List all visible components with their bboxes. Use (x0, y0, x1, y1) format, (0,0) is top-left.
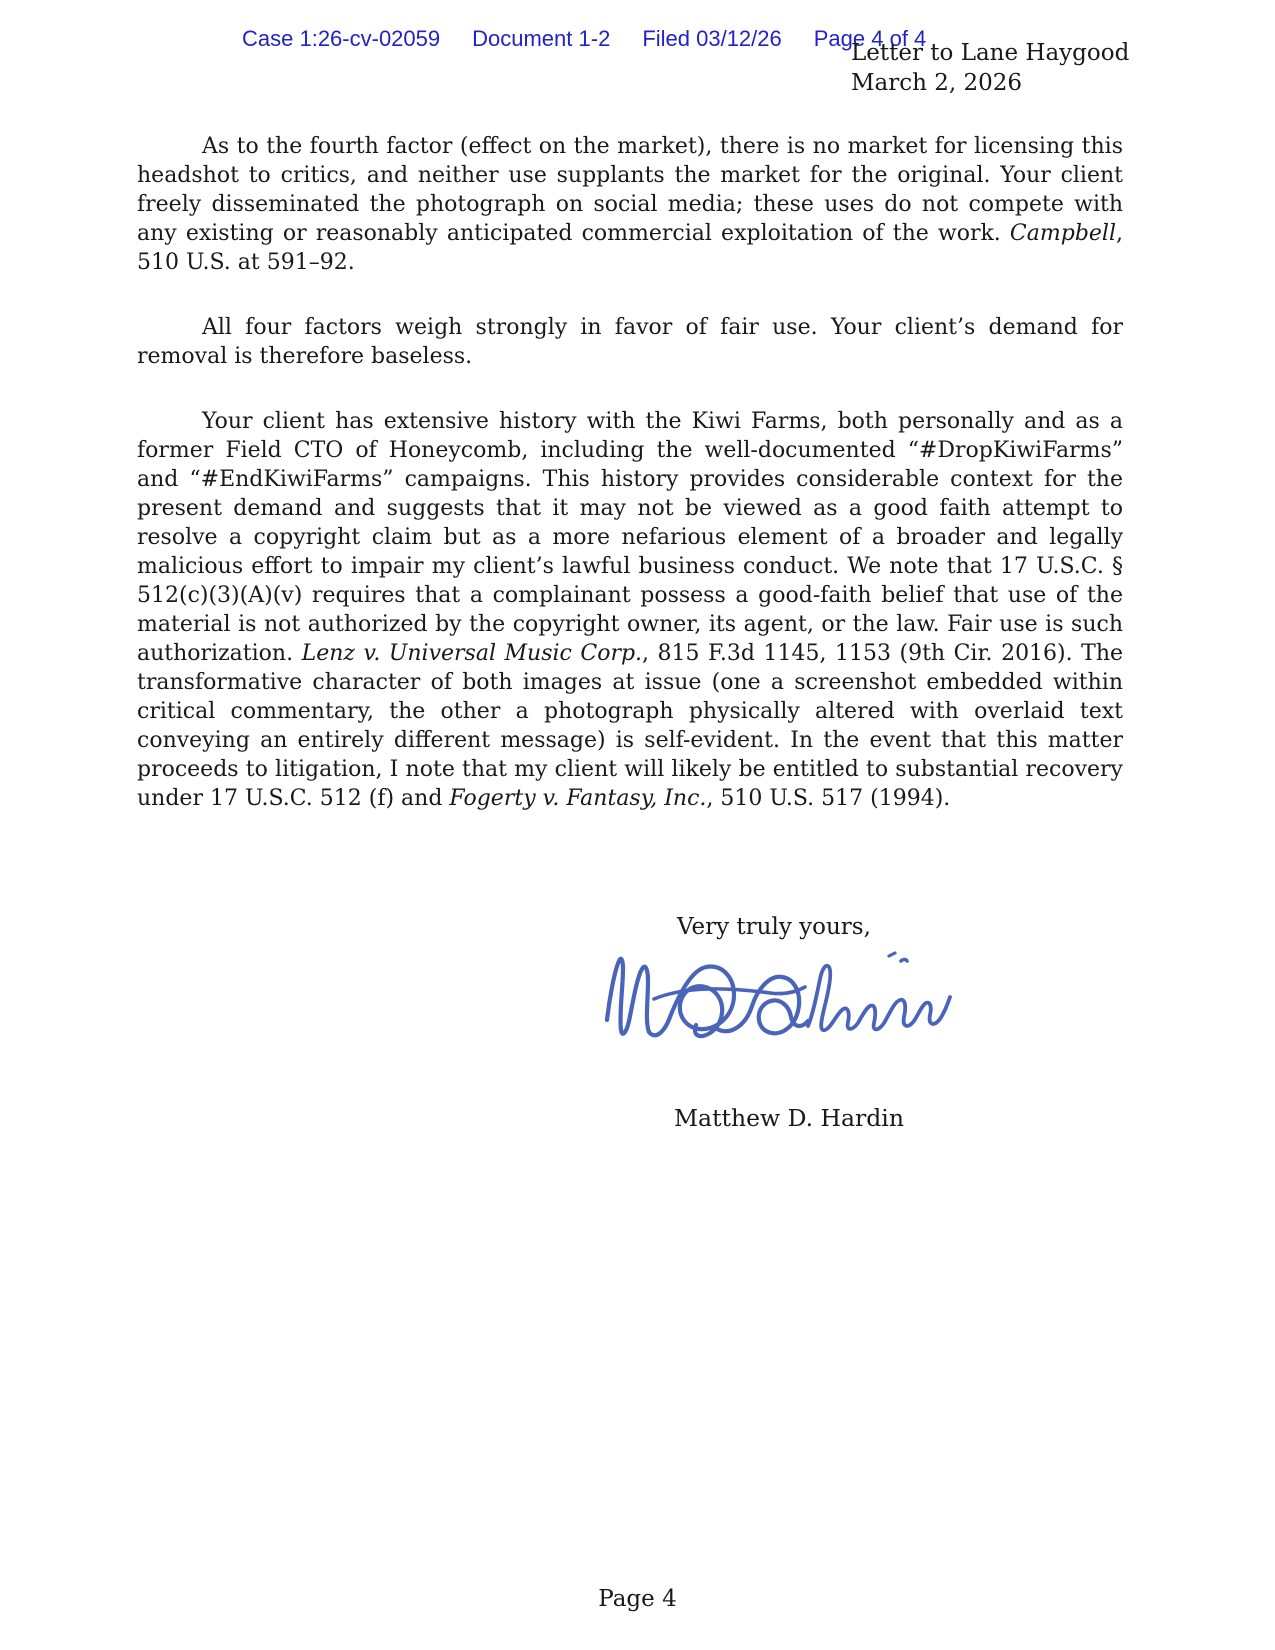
paragraph-text: , 510 U.S. at 591–92. (137, 221, 1123, 275)
letterhead (851, 38, 1129, 98)
signature-image (598, 944, 956, 1056)
paragraph-text: , 510 U.S. 517 (1994). (706, 786, 951, 811)
letter-paragraph (137, 313, 1123, 371)
case-citation: Campbell (1009, 221, 1116, 246)
case-citation: Fogerty v. Fantasy, Inc. (449, 786, 707, 811)
stamp-case-number: Case 1:26-cv-02059 (242, 26, 441, 51)
paragraph-text: As to the fourth factor (effect on the market), there is no market for licensing this headshot to critics, and neither use supplants the market for the original. Your client freely disseminated the photograph on social media; these uses do not compete with any existing or reasonably anticipated commercial exploitation of the work. (137, 134, 1123, 246)
stamp-document-number: Document 1-2 (472, 26, 611, 51)
letterhead-re-line: Letter to Lane Haygood (851, 40, 1130, 66)
court-filing-stamp (242, 26, 926, 52)
paragraph-text: , 815 F.3d 1145, 1153 (9th Cir. 2016). The transformative character of both images at issue (one a screenshot embedded within critical commentary, the other a photograph physically altered with overlaid text conveying an entirely different message) is self-evident. In the event that this matter proceeds to litigation, I note that my client will likely be entitled to substantial recovery under 17 U.S.C. 512 (f) and (137, 641, 1124, 811)
letter-body (137, 132, 1123, 849)
stamp-page-of: Page 4 of 4 (813, 26, 927, 51)
paragraph-text: All four factors weigh strongly in favor of fair use. Your client’s demand for removal is therefore baseless. (137, 315, 1123, 369)
paragraph-text: Your client has extensive history with the Kiwi Farms, both personally and as a former Field CTO of Honeycomb, including the well-documented “#DropKiwiFarms” and “#EndKiwiFarms” campaigns. This history provides considerable context for the present demand and suggests that it may not be viewed as a good faith attempt to resolve a copyright claim but as a more nefarious element of a broader and legally malicious effort to impair my client’s lawful business conduct. We note that 17 U.S.C. § 512(c)(3)(A)(v) requires that a complainant possess a good-faith belief that use of the material is not authorized by the copyright owner, its agent, or the law. Fair use is such authorization. (137, 409, 1123, 666)
letterhead-date: March 2, 2026 (851, 70, 1023, 96)
signer-name: Matthew D. Hardin (674, 1104, 904, 1132)
valediction: Very truly yours, (677, 914, 871, 940)
stamp-filed-date: Filed 03/12/26 (642, 26, 782, 51)
page-number-footer: Page 4 (598, 1586, 677, 1612)
letter-paragraph (137, 132, 1123, 277)
letter-paragraph (137, 407, 1123, 813)
case-citation: Lenz v. Universal Music Corp. (301, 641, 643, 666)
